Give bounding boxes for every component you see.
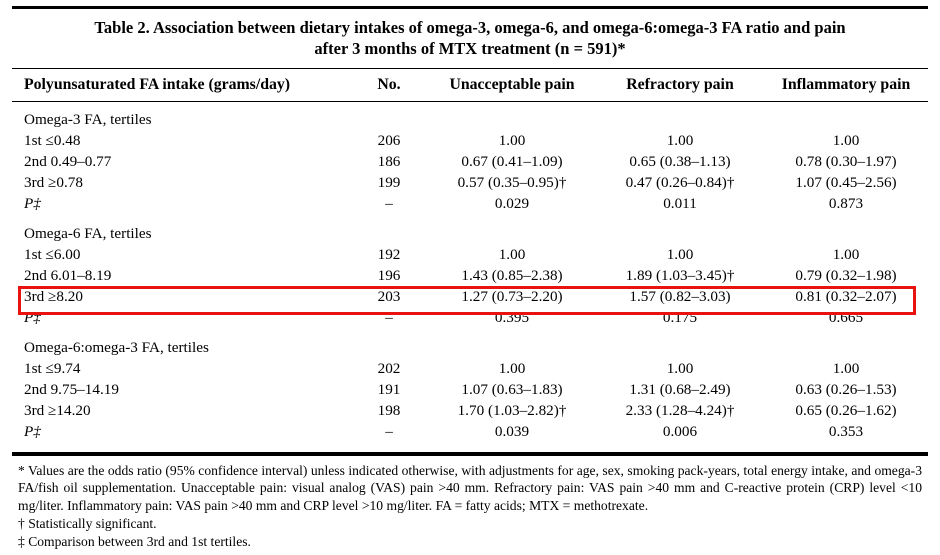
row-inflammatory: 1.00 xyxy=(832,246,860,264)
row-no: 191 xyxy=(377,381,401,399)
row-label: 3rd ≥8.20 xyxy=(24,288,83,306)
row-label: 1st ≤6.00 xyxy=(24,246,81,264)
table-row xyxy=(12,102,928,131)
row-inflammatory: 0.79 (0.32–1.98) xyxy=(795,267,897,285)
row-unacceptable: 1.27 (0.73–2.20) xyxy=(461,288,563,306)
table-row xyxy=(12,422,928,443)
header-inflammatory-pain: Inflammatory pain xyxy=(764,69,928,102)
table-row xyxy=(12,266,928,287)
row-unacceptable: 1.07 (0.63–1.83) xyxy=(461,381,563,399)
table-row xyxy=(12,194,928,215)
row-no: 198 xyxy=(377,402,401,420)
table-header-row xyxy=(12,69,928,102)
row-unacceptable: 0.57 (0.35–0.95)† xyxy=(457,174,567,192)
row-inflammatory: 0.81 (0.32–2.07) xyxy=(795,288,897,306)
row-no: 202 xyxy=(377,360,401,378)
row-no: 192 xyxy=(377,246,401,264)
caption-line-2: after 3 months of MTX treatment (n = 591)* xyxy=(314,39,626,59)
table-row xyxy=(12,224,928,245)
table-container xyxy=(12,6,928,455)
row-label: 2nd 6.01–8.19 xyxy=(24,267,112,285)
row-unacceptable: 0.395 xyxy=(494,309,530,327)
table-row-highlighted xyxy=(12,287,928,308)
row-inflammatory: 0.353 xyxy=(828,423,864,441)
table-row xyxy=(12,401,928,422)
table-row xyxy=(12,152,928,173)
row-inflammatory: 1.00 xyxy=(832,360,860,378)
row-refractory: 1.57 (0.82–3.03) xyxy=(629,288,731,306)
group-title: Omega-6 FA, tertiles xyxy=(24,225,152,243)
row-refractory: 1.31 (0.68–2.49) xyxy=(629,381,731,399)
row-refractory: 0.006 xyxy=(662,423,698,441)
row-label: 3rd ≥0.78 xyxy=(24,174,83,192)
row-spacer xyxy=(12,443,928,452)
group-title: Omega-6:omega-3 FA, tertiles xyxy=(24,339,209,357)
row-inflammatory: 0.65 (0.26–1.62) xyxy=(795,402,897,420)
row-refractory: 0.011 xyxy=(663,195,697,213)
row-no: 199 xyxy=(377,174,401,192)
header-unacceptable-pain: Unacceptable pain xyxy=(428,69,596,102)
row-label: 1st ≤0.48 xyxy=(24,132,81,150)
table-row xyxy=(12,308,928,329)
footnote-double-dagger: ‡ Comparison between 3rd and 1st tertiles. xyxy=(18,533,251,549)
row-unacceptable: 1.00 xyxy=(498,246,526,264)
row-refractory: 2.33 (1.28–4.24)† xyxy=(625,402,735,420)
table-row xyxy=(12,131,928,152)
row-spacer xyxy=(12,215,928,224)
group-title: Omega-3 FA, tertiles xyxy=(24,111,152,129)
row-refractory: 1.00 xyxy=(666,360,694,378)
row-unacceptable: 0.029 xyxy=(494,195,530,213)
row-no: 186 xyxy=(377,153,401,171)
row-label: 1st ≤9.74 xyxy=(24,360,81,378)
row-unacceptable: 0.67 (0.41–1.09) xyxy=(461,153,563,171)
row-inflammatory: 0.873 xyxy=(828,195,864,213)
row-refractory: 0.65 (0.38–1.13) xyxy=(629,153,731,171)
row-unacceptable: 1.43 (0.85–2.38) xyxy=(461,267,563,285)
row-no: 206 xyxy=(377,132,401,150)
row-unacceptable: 0.039 xyxy=(494,423,530,441)
table-row xyxy=(12,359,928,380)
row-inflammatory: 0.78 (0.30–1.97) xyxy=(795,153,897,171)
table-row xyxy=(12,380,928,401)
row-refractory: 0.47 (0.26–0.84)† xyxy=(625,174,735,192)
row-label: 2nd 0.49–0.77 xyxy=(24,153,112,171)
row-unacceptable: 1.00 xyxy=(498,132,526,150)
row-no: 196 xyxy=(377,267,401,285)
row-no: – xyxy=(385,195,393,213)
header-no: No. xyxy=(350,69,428,102)
row-unacceptable: 1.00 xyxy=(498,360,526,378)
row-unacceptable: 1.70 (1.03–2.82)† xyxy=(457,402,567,420)
row-inflammatory: 1.00 xyxy=(832,132,860,150)
row-inflammatory: 1.07 (0.45–2.56) xyxy=(795,174,897,192)
row-label: 3rd ≥14.20 xyxy=(24,402,91,420)
row-inflammatory: 0.665 xyxy=(828,309,864,327)
data-table xyxy=(12,69,928,452)
table-caption xyxy=(12,9,928,69)
row-label-pvalue: P‡ xyxy=(24,309,41,327)
table-footnotes xyxy=(12,455,928,555)
table-row xyxy=(12,245,928,266)
row-spacer xyxy=(12,329,928,338)
row-refractory: 1.00 xyxy=(666,246,694,264)
row-no: – xyxy=(385,423,393,441)
row-label: 2nd 9.75–14.19 xyxy=(24,381,119,399)
caption-line-1: Table 2. Association between dietary intakes of omega-3, omega-6, and omega-6:omega-3 FA ratio and pain xyxy=(94,18,846,37)
header-refractory-pain: Refractory pain xyxy=(596,69,764,102)
row-label-pvalue: P‡ xyxy=(24,195,41,213)
footnote-dagger: † Statistically significant. xyxy=(18,515,157,531)
row-no: 203 xyxy=(377,288,401,306)
row-refractory: 1.00 xyxy=(666,132,694,150)
row-label-pvalue: P‡ xyxy=(24,423,41,441)
row-inflammatory: 0.63 (0.26–1.53) xyxy=(795,381,897,399)
header-intake: Polyunsaturated FA intake (grams/day) xyxy=(12,69,350,102)
row-refractory: 0.175 xyxy=(662,309,698,327)
table-row xyxy=(12,338,928,359)
row-no: – xyxy=(385,309,393,327)
footnote-asterisk: * Values are the odds ratio (95% confidence interval) unless indicated otherwise, with adjustments for age, sex, smoking pack-years, total energy intake, and omega-3 FA/fish oil supplementation. Unacceptable pain: visual analog (VAS) pain >40 mm. Refractory pain: VAS pain >40 mm and C-reactive protein (CRP) level <10 mg/liter. Inflammatory pain: VAS pain >40 mm and CRP level >10 mg/liter. FA = fatty acids; MTX = methotrexate. xyxy=(18,462,922,513)
row-refractory: 1.89 (1.03–3.45)† xyxy=(625,267,735,285)
table-row xyxy=(12,173,928,194)
